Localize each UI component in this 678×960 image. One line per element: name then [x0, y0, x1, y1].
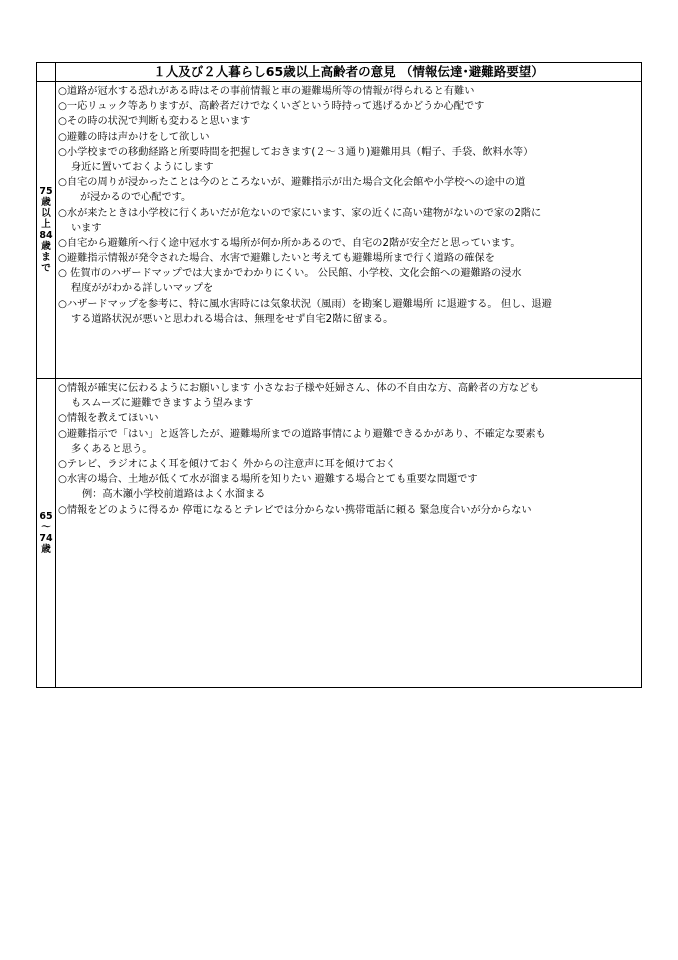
opinion-line: ○情報が確実に伝わるようにお願いします 小さなお子様や妊婦さん、体の不自由な方、高齢者の方なども	[58, 383, 540, 394]
opinion-line: ○避難指示情報が発令された場合、水害で避難したいと考えても避難場所まで行く道路の確保を	[58, 253, 495, 265]
age-label-75-84	[37, 82, 56, 378]
opinion-line-continued: もスムーズに避難できますよう望みます	[71, 398, 254, 410]
opinion-line-continued: が浸かるので心配です。	[80, 192, 192, 204]
opinion-table	[36, 62, 642, 688]
age-label-char: 歳	[41, 197, 51, 208]
opinion-line-continued: 身近に置いておくようにします	[71, 161, 214, 173]
opinion-line: ○小学校までの移動経路と所要時間を把握しておきます(２～３通り)避難用具（帽子、手袋、飲料水等）	[58, 146, 534, 158]
opinion-list-65-74	[58, 381, 639, 518]
opinion-list-75-84	[58, 84, 639, 327]
age-label-65-74	[37, 379, 56, 687]
opinion-line-continued: います	[71, 222, 102, 234]
table-title: １人及び２人暮らし65歳以上高齢者の意見 （情報伝達･避難路要望）	[153, 64, 544, 79]
age-label-char: ～	[41, 522, 51, 533]
age-label-char: で	[41, 263, 51, 274]
opinion-line: ○自宅の周りが浸かったことは今のところないが、避難指示が出た場合文化会館や小学校への途中の道	[58, 177, 526, 189]
header-corner-cell	[37, 63, 56, 81]
opinion-line-continued: する道路状況が悪いと思われる場合は、無理をせず自宅2階に留まる。	[71, 313, 394, 325]
opinion-line: ○自宅から避難所へ行く途中冠水する場所が何か所かあるので、自宅の2階が安全だと思っています。	[58, 237, 521, 249]
opinion-line: ○テレビ、ラジオによく耳を傾けておく 外からの注意声に耳を傾けておく	[58, 458, 396, 470]
opinion-line: ○水害の場合、土地が低くて水が溜まる場所を知りたい 避難する場合とても重要な問題です	[58, 474, 478, 486]
opinion-line: ○一応リュック等ありますが、高齢者だけでなくいざという時持って逃げるかどうか心配です	[58, 101, 485, 113]
age-label-char: ま	[41, 252, 51, 263]
opinion-line-continued: 程度ががわかる詳しいマップを	[71, 283, 214, 295]
table-header-row	[37, 63, 641, 82]
group-row-65-74	[37, 379, 641, 687]
opinion-line: ○情報をどのように得るか 停電になるとテレビでは分からない携帯電話に頼る 緊急度合いが分からない	[58, 504, 532, 516]
opinion-line: ○その時の状況で判断も変わると思います	[58, 116, 251, 128]
opinion-line-continued: 例：高木瀬小学校前道路はよく水溜まる	[82, 489, 266, 501]
age-label-char: 84	[39, 230, 53, 241]
opinion-line: ○情報を教えてほいい	[58, 413, 159, 425]
opinion-line: ○避難の時は声かけをして欲しい	[58, 131, 210, 143]
opinion-line-continued: 多くあると思う。	[71, 443, 153, 455]
group-row-75-84	[37, 82, 641, 379]
opinion-line: ○ハザードマップを参考に、特に風水害時には気象状況（風雨）を勘案し避難場所 に退避する。 但し、退避	[58, 298, 552, 310]
opinion-line: ○水が来たときは小学校に行くあいだが危ないので家にいます、家の近くに高い建物がないので家の2階に	[58, 207, 542, 219]
opinion-line: ○避難指示で「はい」と返答したが、避難場所までの道路事情により避難できるかがあり、不確定な要素も	[58, 428, 546, 440]
age-label-char: 以	[41, 208, 51, 219]
age-label-char: 75	[39, 186, 53, 197]
age-label-char: 歳	[41, 241, 51, 252]
opinion-line: ○道路が冠水する恐れがある時はその事前情報と車の避難場所等の情報が得られると有難い	[58, 86, 475, 97]
age-label-char: 74	[39, 533, 53, 544]
age-label-char: 65	[39, 511, 53, 522]
opinion-line: ○ 佐賀市のハザードマップでは大まかでわかりにくい。 公民館、小学校、文化会館への避難路の浸水	[58, 268, 522, 280]
age-label-char: 上	[41, 219, 51, 230]
age-label-char: 歳	[41, 544, 51, 555]
